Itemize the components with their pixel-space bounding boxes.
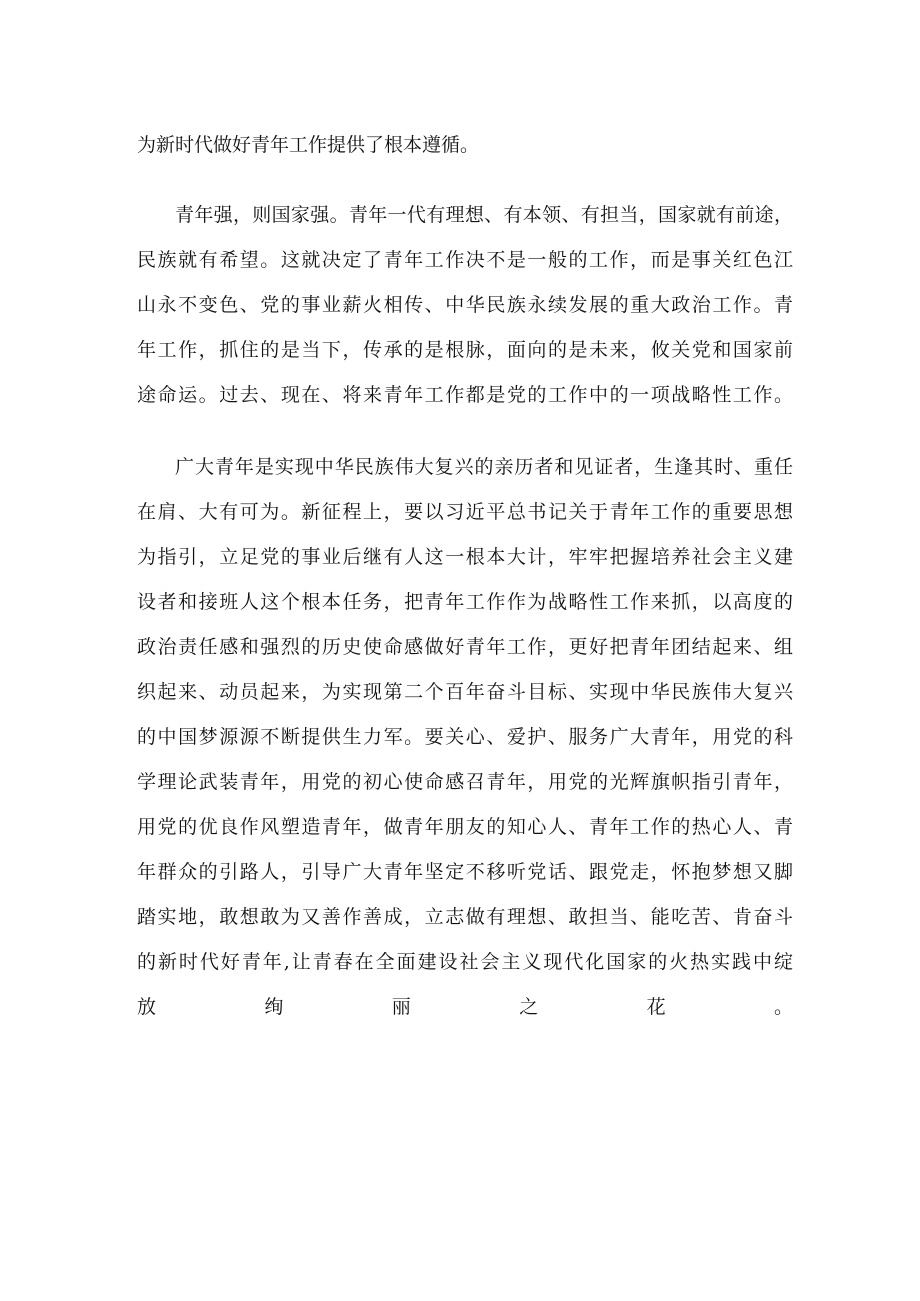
paragraph-2-line-1: 青年强，则国家强。青年一代有理想、有本领、有担当，国家就有前途， (175, 204, 793, 226)
paragraph-2-line-5: 途命运。过去、现在、将来青年工作都是党的工作中的一项战略性工作。 (137, 384, 793, 406)
paragraph-3-line-9: 用党的优良作风塑造青年，做青年朋友的知心人、青年工作的热心人、青 (137, 816, 793, 838)
paragraph-3-line-13: 放绚丽之花。 (137, 996, 793, 1018)
paragraph-3-line-12: 的新时代好青年,让青春在全面建设社会主义现代化国家的火热实践中绽 (137, 951, 793, 973)
paragraph-3-line-1: 广大青年是实现中华民族伟大复兴的亲历者和见证者，生逢其时、重任 (175, 456, 793, 478)
paragraph-3-line-2: 在肩、大有可为。新征程上，要以习近平总书记关于青年工作的重要思想 (137, 501, 793, 523)
paragraph-2-line-2: 民族就有希望。这就决定了青年工作决不是一般的工作，而是事关红色江 (137, 249, 793, 271)
paragraph-1-line-1: 为新时代做好青年工作提供了根本遵循。 (137, 134, 480, 156)
paragraph-3-line-5: 政治责任感和强烈的历史使命感做好青年工作，更好把青年团结起来、组 (137, 636, 793, 658)
paragraph-3-line-3: 为指引，立足党的事业后继有人这一根本大计，牢牢把握培养社会主义建 (137, 546, 793, 568)
paragraph-2-line-4: 年工作，抓住的是当下，传承的是根脉，面向的是未来，攸关党和国家前 (137, 339, 793, 361)
paragraph-3-line-6: 织起来、动员起来，为实现第二个百年奋斗目标、实现中华民族伟大复兴 (137, 681, 793, 703)
paragraph-3-line-8: 学理论武装青年，用党的初心使命感召青年，用党的光辉旗帜指引青年， (137, 771, 793, 793)
paragraph-2-line-3: 山永不变色、党的事业薪火相传、中华民族永续发展的重大政治工作。青 (137, 294, 793, 316)
paragraph-3-line-4: 设者和接班人这个根本任务，把青年工作作为战略性工作来抓，以高度的 (137, 591, 793, 613)
paragraph-3-line-11: 踏实地，敢想敢为又善作善成，立志做有理想、敢担当、能吃苦、肯奋斗 (137, 906, 793, 928)
paragraph-3-line-14 (137, 1034, 793, 1070)
paragraph-3-line-7: 的中国梦源源不断提供生力军。要关心、爱护、服务广大青年，用党的科 (137, 726, 793, 748)
paragraph-3-line-10: 年群众的引路人，引导广大青年坚定不移听党话、跟党走，怀抱梦想又脚 (137, 861, 793, 883)
